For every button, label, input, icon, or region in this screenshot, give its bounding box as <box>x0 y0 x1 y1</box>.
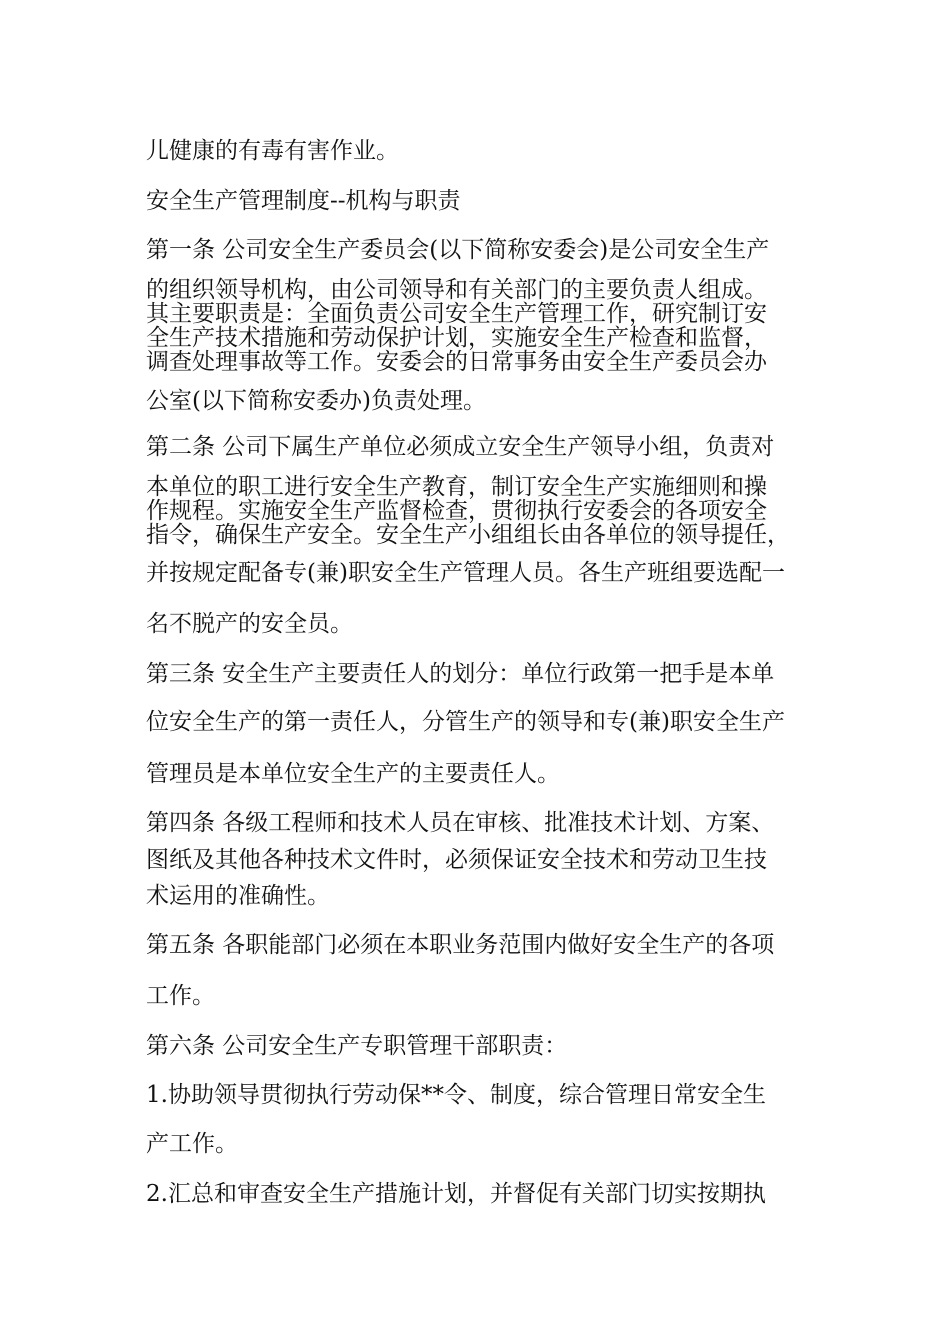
section-heading: 安全生产管理制度--机构与职责 <box>146 188 461 214</box>
text-line: 产工作。 <box>146 1131 238 1157</box>
text-line: 其主要职责是：全面负责公司安全生产管理工作，研究制订安 <box>146 301 767 327</box>
text-line: 名不脱产的安全员。 <box>146 611 353 637</box>
text-line: 并按规定配备专(兼)职安全生产管理人员。各生产班组要选配一 <box>146 560 785 586</box>
text-line: 全生产技术措施和劳动保护计划，实施安全生产检查和监督， <box>146 325 767 351</box>
text-line: 本单位的职工进行安全生产教育，制订安全生产实施细则和操 <box>146 474 767 500</box>
text-line: 第四条 各级工程师和技术人员在审核、批准技术计划、方案、 <box>146 810 775 836</box>
text-line: 第二条 公司下属生产单位必须成立安全生产领导小组，负责对 <box>146 434 775 460</box>
text-line: 位安全生产的第一责任人，分管生产的领导和专(兼)职安全生产 <box>146 709 785 735</box>
text-line: 第六条 公司安全生产专职管理干部职责： <box>146 1033 568 1059</box>
text-line: 调查处理事故等工作。安委会的日常事务由安全生产委员会办 <box>146 349 767 375</box>
text-line: 儿健康的有毒有害作业。 <box>146 138 399 164</box>
text-line: 管理员是本单位安全生产的主要责任人。 <box>146 761 560 787</box>
text-line: 术运用的准确性。 <box>146 883 330 909</box>
text-line: 1.协助领导贯彻执行劳动保**令、制度，综合管理日常安全生 <box>146 1082 766 1108</box>
text-line: 的组织领导机构，由公司领导和有关部门的主要负责人组成。 <box>146 277 767 303</box>
text-line: 作规程。实施安全生产监督检查，贯彻执行安委会的各项安全 <box>146 498 767 524</box>
text-line: 2.汇总和审查安全生产措施计划，并督促有关部门切实按期执 <box>146 1181 766 1207</box>
text-line: 第五条 各职能部门必须在本职业务范围内做好安全生产的各项 <box>146 932 775 958</box>
text-line: 第三条 安全生产主要责任人的划分：单位行政第一把手是本单 <box>146 661 775 687</box>
text-line: 图纸及其他各种技术文件时，必须保证安全技术和劳动卫生技 <box>146 847 767 873</box>
text-line: 公室(以下简称安委办)负责处理。 <box>146 388 486 414</box>
text-line: 工作。 <box>146 983 215 1009</box>
text-line: 第一条 公司安全生产委员会(以下简称安委会)是公司安全生产 <box>146 237 770 263</box>
text-line: 指令，确保生产安全。安全生产小组组长由各单位的领导提任， <box>146 522 790 548</box>
